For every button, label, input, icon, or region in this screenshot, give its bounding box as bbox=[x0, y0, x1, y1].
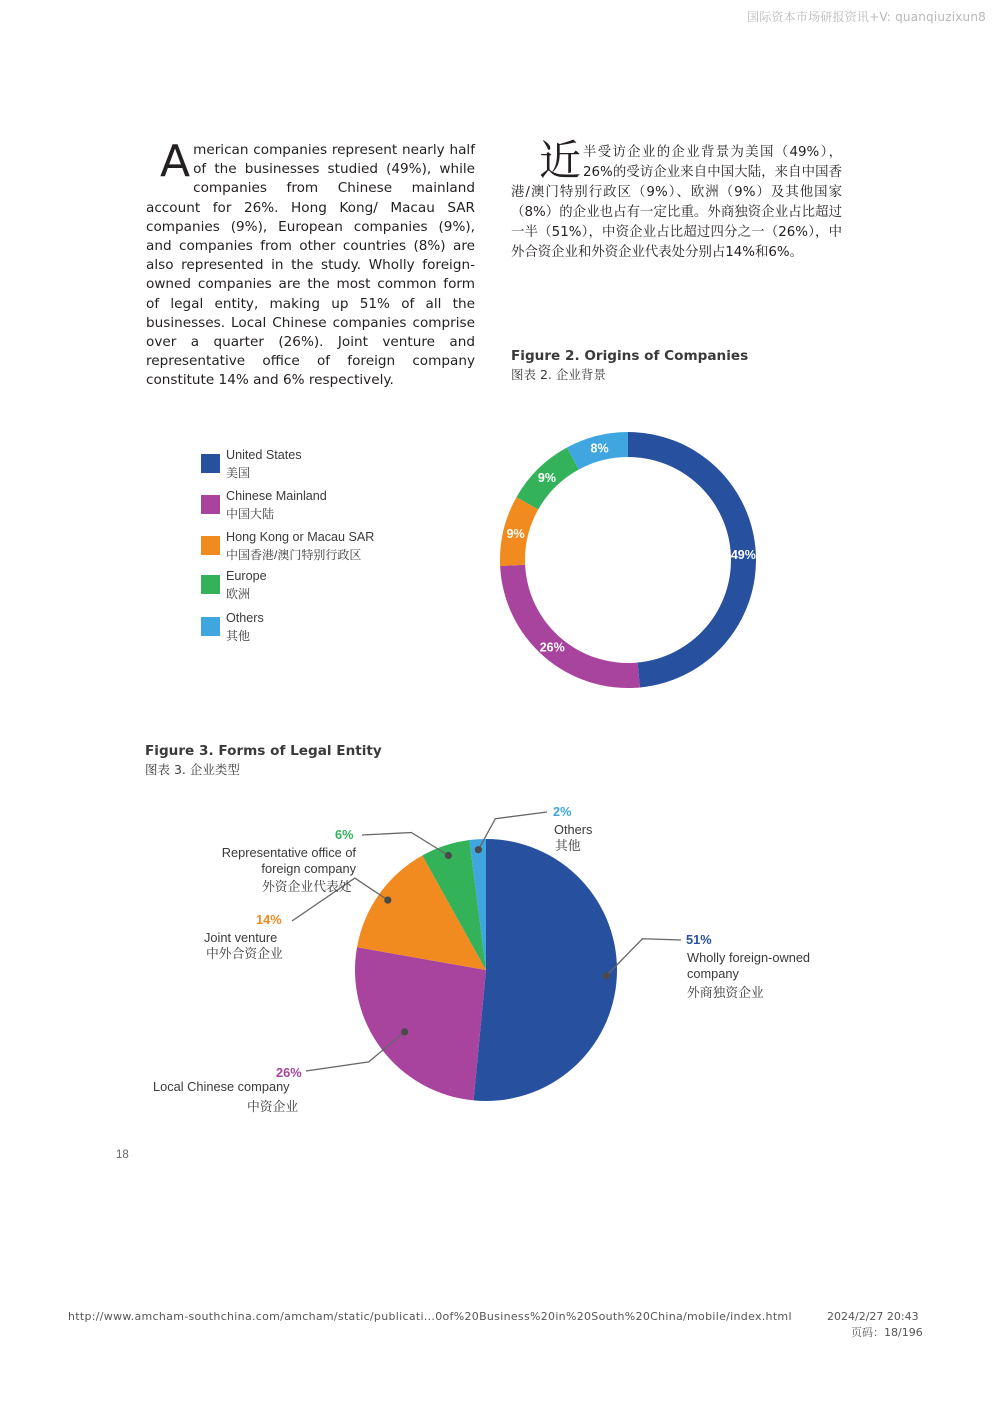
drop-cap-chinese: 近 bbox=[539, 136, 582, 185]
pie-callout-en-local-chinese: Local Chinese company bbox=[153, 1079, 290, 1094]
leader-dot-wholly-foreign-owned-company bbox=[603, 972, 610, 979]
donut-data-label-chinese-mainland: 26% bbox=[539, 640, 565, 655]
legend-label-zh: 中国香港/澳门特别行政区 bbox=[226, 548, 362, 562]
legend-label-zh: 其他 bbox=[226, 629, 251, 643]
donut-data-label-united-states: 49% bbox=[730, 548, 756, 563]
figure3-subtitle: 图表 3. 企业类型 bbox=[145, 762, 240, 777]
footer-datetime: 2024/2/27 20:43 bbox=[827, 1310, 919, 1323]
pie-callout-pct-local-chinese: 26% bbox=[276, 1065, 302, 1080]
legend-label-en: Chinese Mainland bbox=[226, 489, 327, 503]
leader-dot-others bbox=[475, 846, 482, 853]
legend-label-en: Others bbox=[226, 611, 264, 625]
leader-line-wholly-foreign-owned-company bbox=[606, 939, 681, 976]
pie-callout-en-wholly-foreign-owned: Wholly foreign-owned company bbox=[687, 950, 811, 981]
pie-callout-en-joint-venture: Joint venture bbox=[204, 930, 278, 945]
pie-callout-zh-others: 其他 bbox=[555, 838, 581, 853]
donut-data-label-europe: 9% bbox=[537, 471, 557, 486]
figure2-title: Figure 2. Origins of Companies bbox=[511, 348, 749, 364]
pie-callout-pct-wholly-foreign-owned: 51% bbox=[686, 932, 712, 947]
drop-cap-english: A bbox=[160, 136, 191, 187]
pie-callout-zh-representative-office: 外资企业代表处 bbox=[262, 879, 352, 894]
pie-callout-pct-others: 2% bbox=[553, 804, 572, 819]
pie-callout-en-representative-office: Representative office of foreign company bbox=[221, 845, 356, 876]
leader-dot-joint-venture bbox=[384, 896, 391, 903]
footer-page-counter: 页码：18/196 bbox=[851, 1326, 923, 1339]
legend-label-en: Hong Kong or Macau SAR bbox=[226, 530, 375, 544]
page-number: 18 bbox=[116, 1149, 129, 1161]
donut-data-label-others: 8% bbox=[590, 441, 609, 456]
body-paragraph-english: merican companies represent nearly half of the businesses studied (49%), while companies from Chinese mainland account for 26%. Hong Kong/ Macau SAR companies (9%), European companies (9%), and companies from other countries (8%) are also represented in the study. Wholly foreign-owned companies are the most common form of legal entity, making up 51% of all the businesses. Local Chinese companies comprise over a quarter (26%). Joint venture and representative office of foreign company constitute 14% and 6% respectively. bbox=[146, 142, 475, 389]
pie-callout-zh-local-chinese: 中资企业 bbox=[247, 1099, 299, 1114]
leader-dot-local-chinese-company bbox=[401, 1028, 408, 1035]
body-paragraph-chinese: 半受访企业的企业背景为美国（49%），26%的受访企业来自中国大陆，来自中国香港/澳门特别行政区（9%）、欧洲（9%）及其他国家（8%）的企业也占有一定比重。外商独资企业占比超过一半（51%），中资企业占比超过四分之一（26%），中外合资企业和外资企业代表处分别占14%和6%。 bbox=[511, 145, 842, 260]
pie-callout-pct-joint-venture: 14% bbox=[256, 912, 282, 927]
pie-callout-zh-joint-venture: 中外合资企业 bbox=[206, 946, 283, 961]
donut-data-label-hong-kong-or-macau-sar: 9% bbox=[506, 526, 525, 541]
legend-label-zh: 中国大陆 bbox=[226, 507, 275, 521]
watermark-text: 国际资本市场研报资讯+V: quanqiuzixun8 bbox=[747, 10, 986, 24]
legend-label-zh: 欧洲 bbox=[226, 587, 251, 601]
pie-slice-local-chinese-company bbox=[355, 947, 486, 1100]
legend-label-en: United States bbox=[226, 448, 302, 462]
legend-label-en: Europe bbox=[226, 569, 267, 583]
pie-callout-en-others: Others bbox=[554, 822, 593, 837]
pie-callout-pct-representative-office: 6% bbox=[335, 827, 354, 842]
figure3-title: Figure 3. Forms of Legal Entity bbox=[145, 743, 382, 759]
pie-callout-zh-wholly-foreign-owned: 外商独资企业 bbox=[687, 985, 764, 1000]
leader-dot-representative-office-of-foreign-company bbox=[445, 852, 452, 859]
footer-url: http://www.amcham-southchina.com/amcham/static/publicati...0of%20Business%20in%20South%20China/mobile/index.html bbox=[68, 1310, 792, 1323]
donut-slice-chinese-mainland bbox=[500, 565, 640, 688]
pie-slice-wholly-foreign-owned-company bbox=[474, 839, 617, 1101]
legend-label-zh: 美国 bbox=[226, 466, 251, 480]
figure2-subtitle: 图表 2. 企业背景 bbox=[511, 367, 606, 382]
